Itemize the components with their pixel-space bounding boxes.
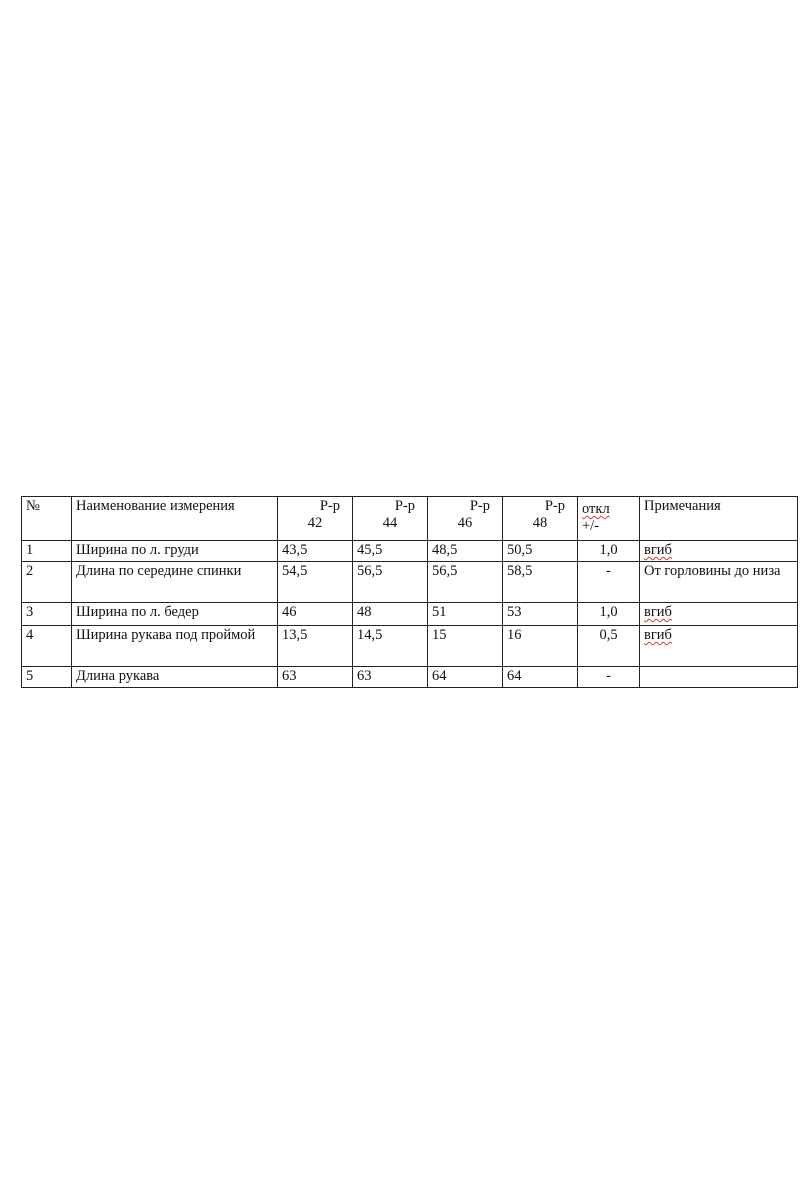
row-value-46: 15 (428, 626, 503, 667)
row-deviation: 0,5 (578, 626, 640, 667)
row-note: От горловины до низа (640, 562, 798, 603)
row-value-48: 50,5 (503, 541, 578, 562)
row-note-text: вгиб (644, 604, 672, 620)
header-size-44-value: 44 (382, 515, 398, 531)
header-num: № (22, 497, 72, 541)
table-row (22, 626, 798, 667)
row-note (640, 626, 798, 667)
header-size-48 (503, 497, 578, 541)
row-value-46: 51 (428, 603, 503, 626)
row-value-44: 14,5 (353, 626, 428, 667)
row-value-48: 16 (503, 626, 578, 667)
row-value-42: 43,5 (278, 541, 353, 562)
table-row (22, 541, 798, 562)
row-value-42: 13,5 (278, 626, 353, 667)
row-note (640, 541, 798, 562)
row-deviation: - (578, 562, 640, 603)
row-name: Ширина по л. бедер (72, 603, 278, 626)
header-deviation (578, 497, 640, 541)
row-value-46: 64 (428, 667, 503, 688)
row-value-42: 46 (278, 603, 353, 626)
row-name: Длина рукава (72, 667, 278, 688)
row-value-46: 56,5 (428, 562, 503, 603)
header-name: Наименование измерения (72, 497, 278, 541)
row-value-44: 63 (353, 667, 428, 688)
row-name: Длина по середине спинки (72, 562, 278, 603)
row-value-48: 58,5 (503, 562, 578, 603)
header-size-44 (353, 497, 428, 541)
row-value-46: 48,5 (428, 541, 503, 562)
row-num: 2 (22, 562, 72, 603)
row-value-42: 63 (278, 667, 353, 688)
row-num: 3 (22, 603, 72, 626)
header-deviation-sign: +/- (582, 518, 600, 534)
row-num: 4 (22, 626, 72, 667)
row-value-44: 56,5 (353, 562, 428, 603)
header-size-42-value: 42 (307, 515, 323, 531)
row-note-text: вгиб (644, 542, 672, 558)
header-size-48-label: Р-р (544, 498, 565, 514)
row-name: Ширина рукава под проймой (72, 626, 278, 667)
header-size-42-label: Р-р (319, 498, 340, 514)
row-value-48: 64 (503, 667, 578, 688)
table-header-row (22, 497, 798, 541)
header-deviation-label: откл (582, 501, 610, 517)
row-deviation: 1,0 (578, 541, 640, 562)
row-note (640, 667, 798, 688)
row-note-text: вгиб (644, 627, 672, 643)
row-value-48: 53 (503, 603, 578, 626)
row-name: Ширина по л. груди (72, 541, 278, 562)
row-deviation: 1,0 (578, 603, 640, 626)
header-size-46-value: 46 (457, 515, 473, 531)
row-deviation: - (578, 667, 640, 688)
header-size-46-label: Р-р (469, 498, 490, 514)
header-size-42 (278, 497, 353, 541)
row-note (640, 603, 798, 626)
table-row (22, 667, 798, 688)
header-size-48-value: 48 (532, 515, 548, 531)
row-value-44: 48 (353, 603, 428, 626)
row-value-44: 45,5 (353, 541, 428, 562)
table-row (22, 603, 798, 626)
header-size-46 (428, 497, 503, 541)
row-num: 1 (22, 541, 72, 562)
measurement-table (21, 496, 798, 688)
row-num: 5 (22, 667, 72, 688)
table-row (22, 562, 798, 603)
header-size-44-label: Р-р (394, 498, 415, 514)
header-notes: Примечания (640, 497, 798, 541)
row-value-42: 54,5 (278, 562, 353, 603)
